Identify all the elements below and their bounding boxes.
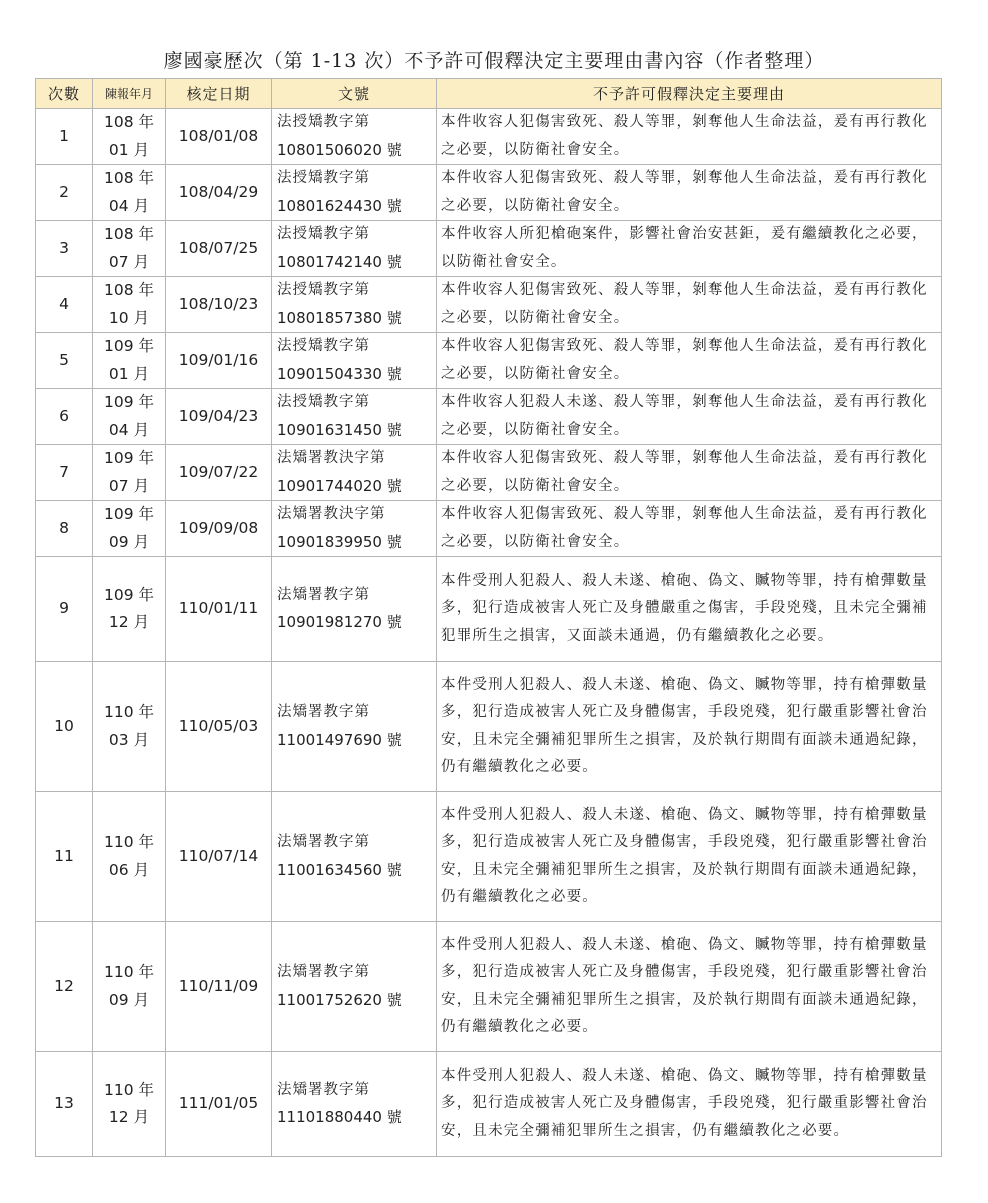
row-reason: 本件受刑人犯殺人、殺人未遂、槍砲、偽文、贓物等罪，持有槍彈數量多，犯行造成被害人死亡及身體傷害，手段兇殘，犯行嚴重影響社會治安，且未完全彌補犯罪所生之損害，及於執行期間有面談未通過紀錄，仍有繼續教化之必要。 [437, 792, 942, 922]
row-report-month [93, 662, 166, 792]
table-row [36, 221, 942, 277]
row-count: 5 [36, 333, 93, 389]
report-year: 109 年 [103, 585, 154, 604]
row-document-number [272, 277, 437, 333]
document-prefix: 法矯署教字第 [277, 586, 370, 603]
header-report-month: 陳報年月 [93, 79, 166, 109]
row-document-number [272, 333, 437, 389]
row-reason: 本件受刑人犯殺人、殺人未遂、槍砲、偽文、贓物等罪，持有槍彈數量多，犯行造成被害人死亡及身體嚴重之傷害，手段兇殘，且未完全彌補犯罪所生之損害，又面談未通過，仍有繼續教化之必要。 [437, 557, 942, 662]
table-row [36, 277, 942, 333]
document-prefix: 法授矯教字第 [277, 170, 370, 186]
row-approval-date: 110/05/03 [166, 662, 272, 792]
table-row [36, 333, 942, 389]
report-month: 12 月 [108, 1108, 150, 1126]
row-count: 2 [36, 165, 93, 221]
table-row [36, 1052, 942, 1157]
document-serial: 11101880440 號 [277, 1108, 402, 1126]
report-year: 109 年 [103, 393, 154, 411]
document-serial: 11001497690 號 [277, 730, 402, 749]
table-row [36, 165, 942, 221]
row-count: 6 [36, 389, 93, 445]
row-document-number [272, 922, 437, 1052]
row-document-number [272, 557, 437, 662]
row-count: 12 [36, 922, 93, 1052]
row-report-month [93, 109, 166, 165]
row-approval-date: 108/04/29 [166, 165, 272, 221]
row-count: 4 [36, 277, 93, 333]
row-approval-date: 109/04/23 [166, 389, 272, 445]
report-month: 01 月 [108, 140, 150, 159]
document-prefix: 法矯署教字第 [277, 704, 370, 720]
report-month: 04 月 [108, 420, 150, 439]
document-prefix: 法矯署教決字第 [277, 506, 386, 522]
report-month: 12 月 [108, 613, 150, 631]
report-month: 10 月 [108, 308, 150, 327]
row-count: 3 [36, 221, 93, 277]
row-reason: 本件收容人犯傷害致死、殺人等罪，剝奪他人生命法益，爰有再行教化之必要，以防衛社會安全。 [437, 277, 942, 333]
table-row [36, 557, 942, 662]
row-approval-date: 111/01/05 [166, 1052, 272, 1157]
table-row [36, 662, 942, 792]
report-month: 01 月 [108, 364, 150, 383]
document-prefix: 法授矯教字第 [277, 338, 370, 354]
document-serial: 11001634560 號 [277, 860, 402, 879]
table-row [36, 922, 942, 1052]
document-prefix: 法授矯教字第 [277, 394, 370, 410]
report-year: 110 年 [103, 833, 154, 851]
row-reason: 本件收容人犯殺人未遂、殺人等罪，剝奪他人生命法益，爰有再行教化之必要，以防衛社會安全。 [437, 389, 942, 445]
document-serial: 11001752620 號 [277, 990, 402, 1009]
report-year: 108 年 [103, 225, 154, 243]
document-prefix: 法授矯教字第 [277, 114, 370, 130]
report-month: 04 月 [108, 196, 150, 215]
row-report-month [93, 389, 166, 445]
row-reason: 本件受刑人犯殺人、殺人未遂、槍砲、偽文、贓物等罪，持有槍彈數量多，犯行造成被害人死亡及身體傷害，手段兇殘，犯行嚴重影響社會治安，且未完全彌補犯罪所生之損害，及於執行期間有面談未通過紀錄，仍有繼續教化之必要。 [437, 922, 942, 1052]
row-count: 11 [36, 792, 93, 922]
document-serial: 10901981270 號 [277, 613, 402, 631]
table-row [36, 445, 942, 501]
document-serial: 10801506020 號 [277, 140, 402, 159]
report-year: 110 年 [103, 703, 154, 721]
table-row [36, 389, 942, 445]
row-document-number [272, 109, 437, 165]
table-row [36, 792, 942, 922]
row-reason: 本件收容人犯傷害致死、殺人等罪，剝奪他人生命法益，爰有再行教化之必要，以防衛社會安全。 [437, 445, 942, 501]
row-approval-date: 108/07/25 [166, 221, 272, 277]
document-serial: 10801857380 號 [277, 308, 402, 327]
document-serial: 10801742140 號 [277, 252, 402, 271]
document-serial: 10901839950 號 [277, 532, 402, 551]
row-approval-date: 110/01/11 [166, 557, 272, 662]
row-reason: 本件收容人犯傷害致死、殺人等罪，剝奪他人生命法益，爰有再行教化之必要，以防衛社會安全。 [437, 333, 942, 389]
row-approval-date: 109/09/08 [166, 501, 272, 557]
row-report-month [93, 1052, 166, 1157]
document-serial: 10901631450 號 [277, 420, 402, 439]
row-document-number [272, 389, 437, 445]
document-serial: 10901744020 號 [277, 476, 402, 495]
header-count: 次數 [36, 79, 93, 109]
row-report-month [93, 277, 166, 333]
document-prefix: 法矯署教決字第 [277, 450, 386, 466]
row-reason: 本件受刑人犯殺人、殺人未遂、槍砲、偽文、贓物等罪，持有槍彈數量多，犯行造成被害人死亡及身體傷害，手段兇殘，犯行嚴重影響社會治安，且未完全彌補犯罪所生之損害，仍有繼續教化之必要。 [437, 1052, 942, 1157]
document-prefix: 法矯署教字第 [277, 834, 370, 850]
document-prefix: 法矯署教字第 [277, 1081, 370, 1098]
row-approval-date: 108/10/23 [166, 277, 272, 333]
header-document-number: 文號 [272, 79, 437, 109]
document-prefix: 法授矯教字第 [277, 226, 370, 242]
report-month: 07 月 [108, 252, 150, 271]
report-month: 09 月 [108, 990, 150, 1009]
report-month: 06 月 [108, 860, 150, 879]
row-report-month [93, 333, 166, 389]
report-year: 108 年 [103, 169, 154, 187]
row-reason: 本件收容人所犯槍砲案件，影響社會治安甚鉅，爰有繼續教化之必要，以防衛社會安全。 [437, 221, 942, 277]
document-prefix: 法矯署教字第 [277, 964, 370, 980]
table-row [36, 501, 942, 557]
table-header-row [36, 79, 942, 109]
row-document-number [272, 792, 437, 922]
report-month: 07 月 [108, 476, 150, 495]
row-report-month [93, 557, 166, 662]
row-document-number [272, 501, 437, 557]
row-approval-date: 110/11/09 [166, 922, 272, 1052]
document-serial: 10901504330 號 [277, 364, 402, 383]
row-approval-date: 108/01/08 [166, 109, 272, 165]
row-report-month [93, 922, 166, 1052]
row-report-month [93, 445, 166, 501]
row-reason: 本件收容人犯傷害致死、殺人等罪，剝奪他人生命法益，爰有再行教化之必要，以防衛社會安全。 [437, 501, 942, 557]
row-document-number [272, 662, 437, 792]
report-year: 108 年 [103, 113, 154, 131]
document-prefix: 法授矯教字第 [277, 282, 370, 298]
report-month: 09 月 [108, 532, 150, 551]
parole-decision-table [35, 78, 942, 1157]
row-report-month [93, 792, 166, 922]
report-year: 109 年 [103, 449, 154, 467]
header-approval-date: 核定日期 [166, 79, 272, 109]
row-approval-date: 109/01/16 [166, 333, 272, 389]
report-year: 110 年 [103, 963, 154, 981]
row-count: 9 [36, 557, 93, 662]
row-count: 1 [36, 109, 93, 165]
row-reason: 本件收容人犯傷害致死、殺人等罪，剝奪他人生命法益，爰有再行教化之必要，以防衛社會安全。 [437, 109, 942, 165]
row-count: 10 [36, 662, 93, 792]
row-count: 13 [36, 1052, 93, 1157]
report-year: 108 年 [103, 281, 154, 299]
row-count: 8 [36, 501, 93, 557]
row-approval-date: 109/07/22 [166, 445, 272, 501]
row-document-number [272, 221, 437, 277]
row-reason: 本件收容人犯傷害致死、殺人等罪，剝奪他人生命法益，爰有再行教化之必要，以防衛社會安全。 [437, 165, 942, 221]
document-title: 廖國豪歷次（第 1-13 次）不予許可假釋決定主要理由書內容（作者整理） [163, 50, 825, 72]
table-row [36, 109, 942, 165]
report-year: 109 年 [103, 337, 154, 355]
row-report-month [93, 221, 166, 277]
row-document-number [272, 1052, 437, 1157]
row-approval-date: 110/07/14 [166, 792, 272, 922]
report-year: 109 年 [103, 505, 154, 523]
report-month: 03 月 [108, 730, 150, 749]
header-reason: 不予許可假釋決定主要理由 [437, 79, 942, 109]
row-report-month [93, 501, 166, 557]
row-document-number [272, 165, 437, 221]
row-count: 7 [36, 445, 93, 501]
row-document-number [272, 445, 437, 501]
row-reason: 本件受刑人犯殺人、殺人未遂、槍砲、偽文、贓物等罪，持有槍彈數量多，犯行造成被害人死亡及身體傷害，手段兇殘，犯行嚴重影響社會治安，且未完全彌補犯罪所生之損害，及於執行期間有面談未通過紀錄，仍有繼續教化之必要。 [437, 662, 942, 792]
report-year: 110 年 [103, 1080, 154, 1099]
row-report-month [93, 165, 166, 221]
document-serial: 10801624430 號 [277, 196, 402, 215]
